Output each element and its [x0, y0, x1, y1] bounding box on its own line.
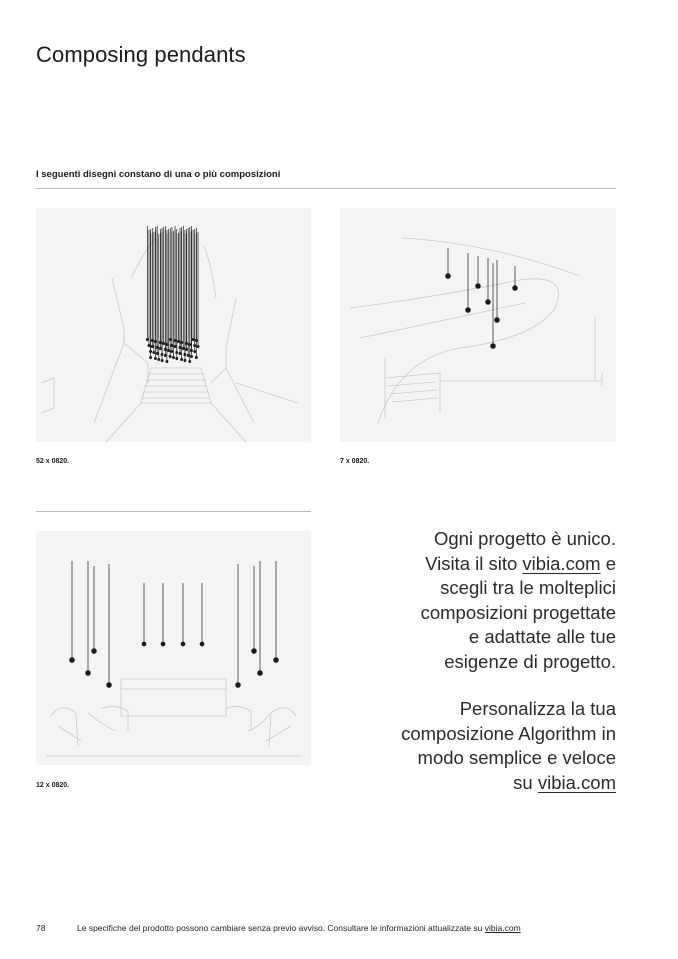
- pendant: [171, 350, 173, 352]
- pendant: [181, 358, 183, 360]
- pendant: [181, 642, 185, 646]
- pendant: [164, 354, 166, 356]
- pendant: [92, 649, 97, 654]
- pendant: [167, 349, 169, 351]
- pendant: [148, 344, 150, 346]
- drawing-12-pendants: [36, 531, 311, 765]
- curved-staircase-illustration: [340, 208, 616, 442]
- pendant: [182, 347, 184, 349]
- pendant: [195, 339, 197, 341]
- footer-link[interactable]: vibia.com: [484, 923, 521, 933]
- pendant: [174, 345, 176, 347]
- promo-text: su: [513, 771, 538, 793]
- pendant: [150, 356, 152, 358]
- promo-line: Personalizza la tua: [459, 698, 616, 719]
- page-title: Composing pendants: [36, 42, 246, 67]
- promo-line: e adattate alle tue: [468, 626, 616, 647]
- drawing-divider: [36, 511, 311, 512]
- promo-line: composizioni progettate: [420, 601, 616, 623]
- pendant: [190, 355, 192, 357]
- promo-line: [401, 771, 616, 796]
- footer-text: Le specifiche del prodotto possono cambiare senza previo avviso. Consultare le informazioni attualizzate su: [77, 923, 485, 933]
- promo-line: modo semplice e veloce: [417, 747, 616, 768]
- pendant: [466, 308, 471, 313]
- vibia-link[interactable]: vibia.com: [522, 552, 601, 574]
- pendant: [70, 658, 75, 663]
- section-divider: [36, 188, 616, 189]
- drawing-7-pendants: [340, 208, 616, 442]
- pendant: [151, 345, 153, 347]
- pendant: [107, 683, 112, 688]
- pendant: [158, 358, 160, 360]
- stair-hall-illustration: [36, 208, 311, 442]
- pendant: [86, 671, 91, 676]
- pendant: [156, 352, 158, 354]
- drawing-52-pendants: [36, 208, 311, 442]
- pendant: [491, 344, 496, 349]
- promo-line: scegli tra le molteplici: [440, 577, 616, 598]
- promo-line: composizione Algorithm in: [401, 722, 616, 744]
- pendant: [513, 286, 518, 291]
- pendant: [236, 683, 241, 688]
- pendant: [153, 351, 155, 353]
- pendant: [195, 356, 197, 358]
- pendant: [154, 357, 156, 359]
- pendant: [252, 649, 257, 654]
- pendant: [197, 345, 199, 347]
- pendant-cluster: [146, 226, 199, 363]
- pendant: [189, 360, 191, 362]
- pendant: [161, 642, 165, 646]
- pendant: [495, 318, 500, 323]
- lounge-illustration: [36, 531, 311, 765]
- pendant: [177, 340, 179, 342]
- footer-note: [77, 923, 521, 933]
- promo-line: Ogni progetto è unico.: [433, 528, 616, 549]
- section-subtitle: I seguenti disegni constano di una o più composizioni: [36, 169, 281, 180]
- drawing-1-caption: 52 x 0820.: [36, 458, 70, 465]
- drawing-2-caption: 7 x 0820.: [340, 458, 370, 465]
- vibia-link[interactable]: vibia.com: [537, 771, 616, 793]
- promo-paragraph-2: [401, 697, 616, 795]
- pendant: [258, 671, 263, 676]
- promo-line: esigenze di progetto.: [444, 650, 616, 672]
- pendant: [163, 342, 165, 344]
- pendant: [181, 341, 183, 343]
- promo-line: [421, 552, 616, 577]
- pendant: [176, 357, 178, 359]
- pendant: [446, 274, 451, 279]
- pendant: [172, 356, 174, 358]
- pendant: [154, 340, 156, 342]
- pendant: [142, 642, 146, 646]
- pendant: [166, 343, 168, 345]
- pendant: [189, 343, 191, 345]
- pendant: [186, 348, 188, 350]
- promo-paragraph-1: [421, 527, 616, 674]
- pendant: [200, 642, 204, 646]
- pendant: [486, 300, 491, 305]
- pendant: [476, 284, 481, 289]
- page-number: 78: [36, 923, 46, 933]
- pendant: [169, 355, 171, 357]
- pendant: [159, 347, 161, 349]
- pendant: [184, 359, 186, 361]
- pendant: [274, 658, 279, 663]
- promo-text: e: [600, 552, 616, 574]
- pendant: [192, 338, 194, 340]
- promo-text: Visita il sito: [425, 552, 523, 574]
- pendant: [187, 354, 189, 356]
- drawing-3-caption: 12 x 0820.: [36, 782, 70, 789]
- pendant: [194, 350, 196, 352]
- pendant: [161, 359, 163, 361]
- pendant: [169, 338, 171, 340]
- pendant: [166, 360, 168, 362]
- pendant: [146, 338, 148, 340]
- pendant: [179, 352, 181, 354]
